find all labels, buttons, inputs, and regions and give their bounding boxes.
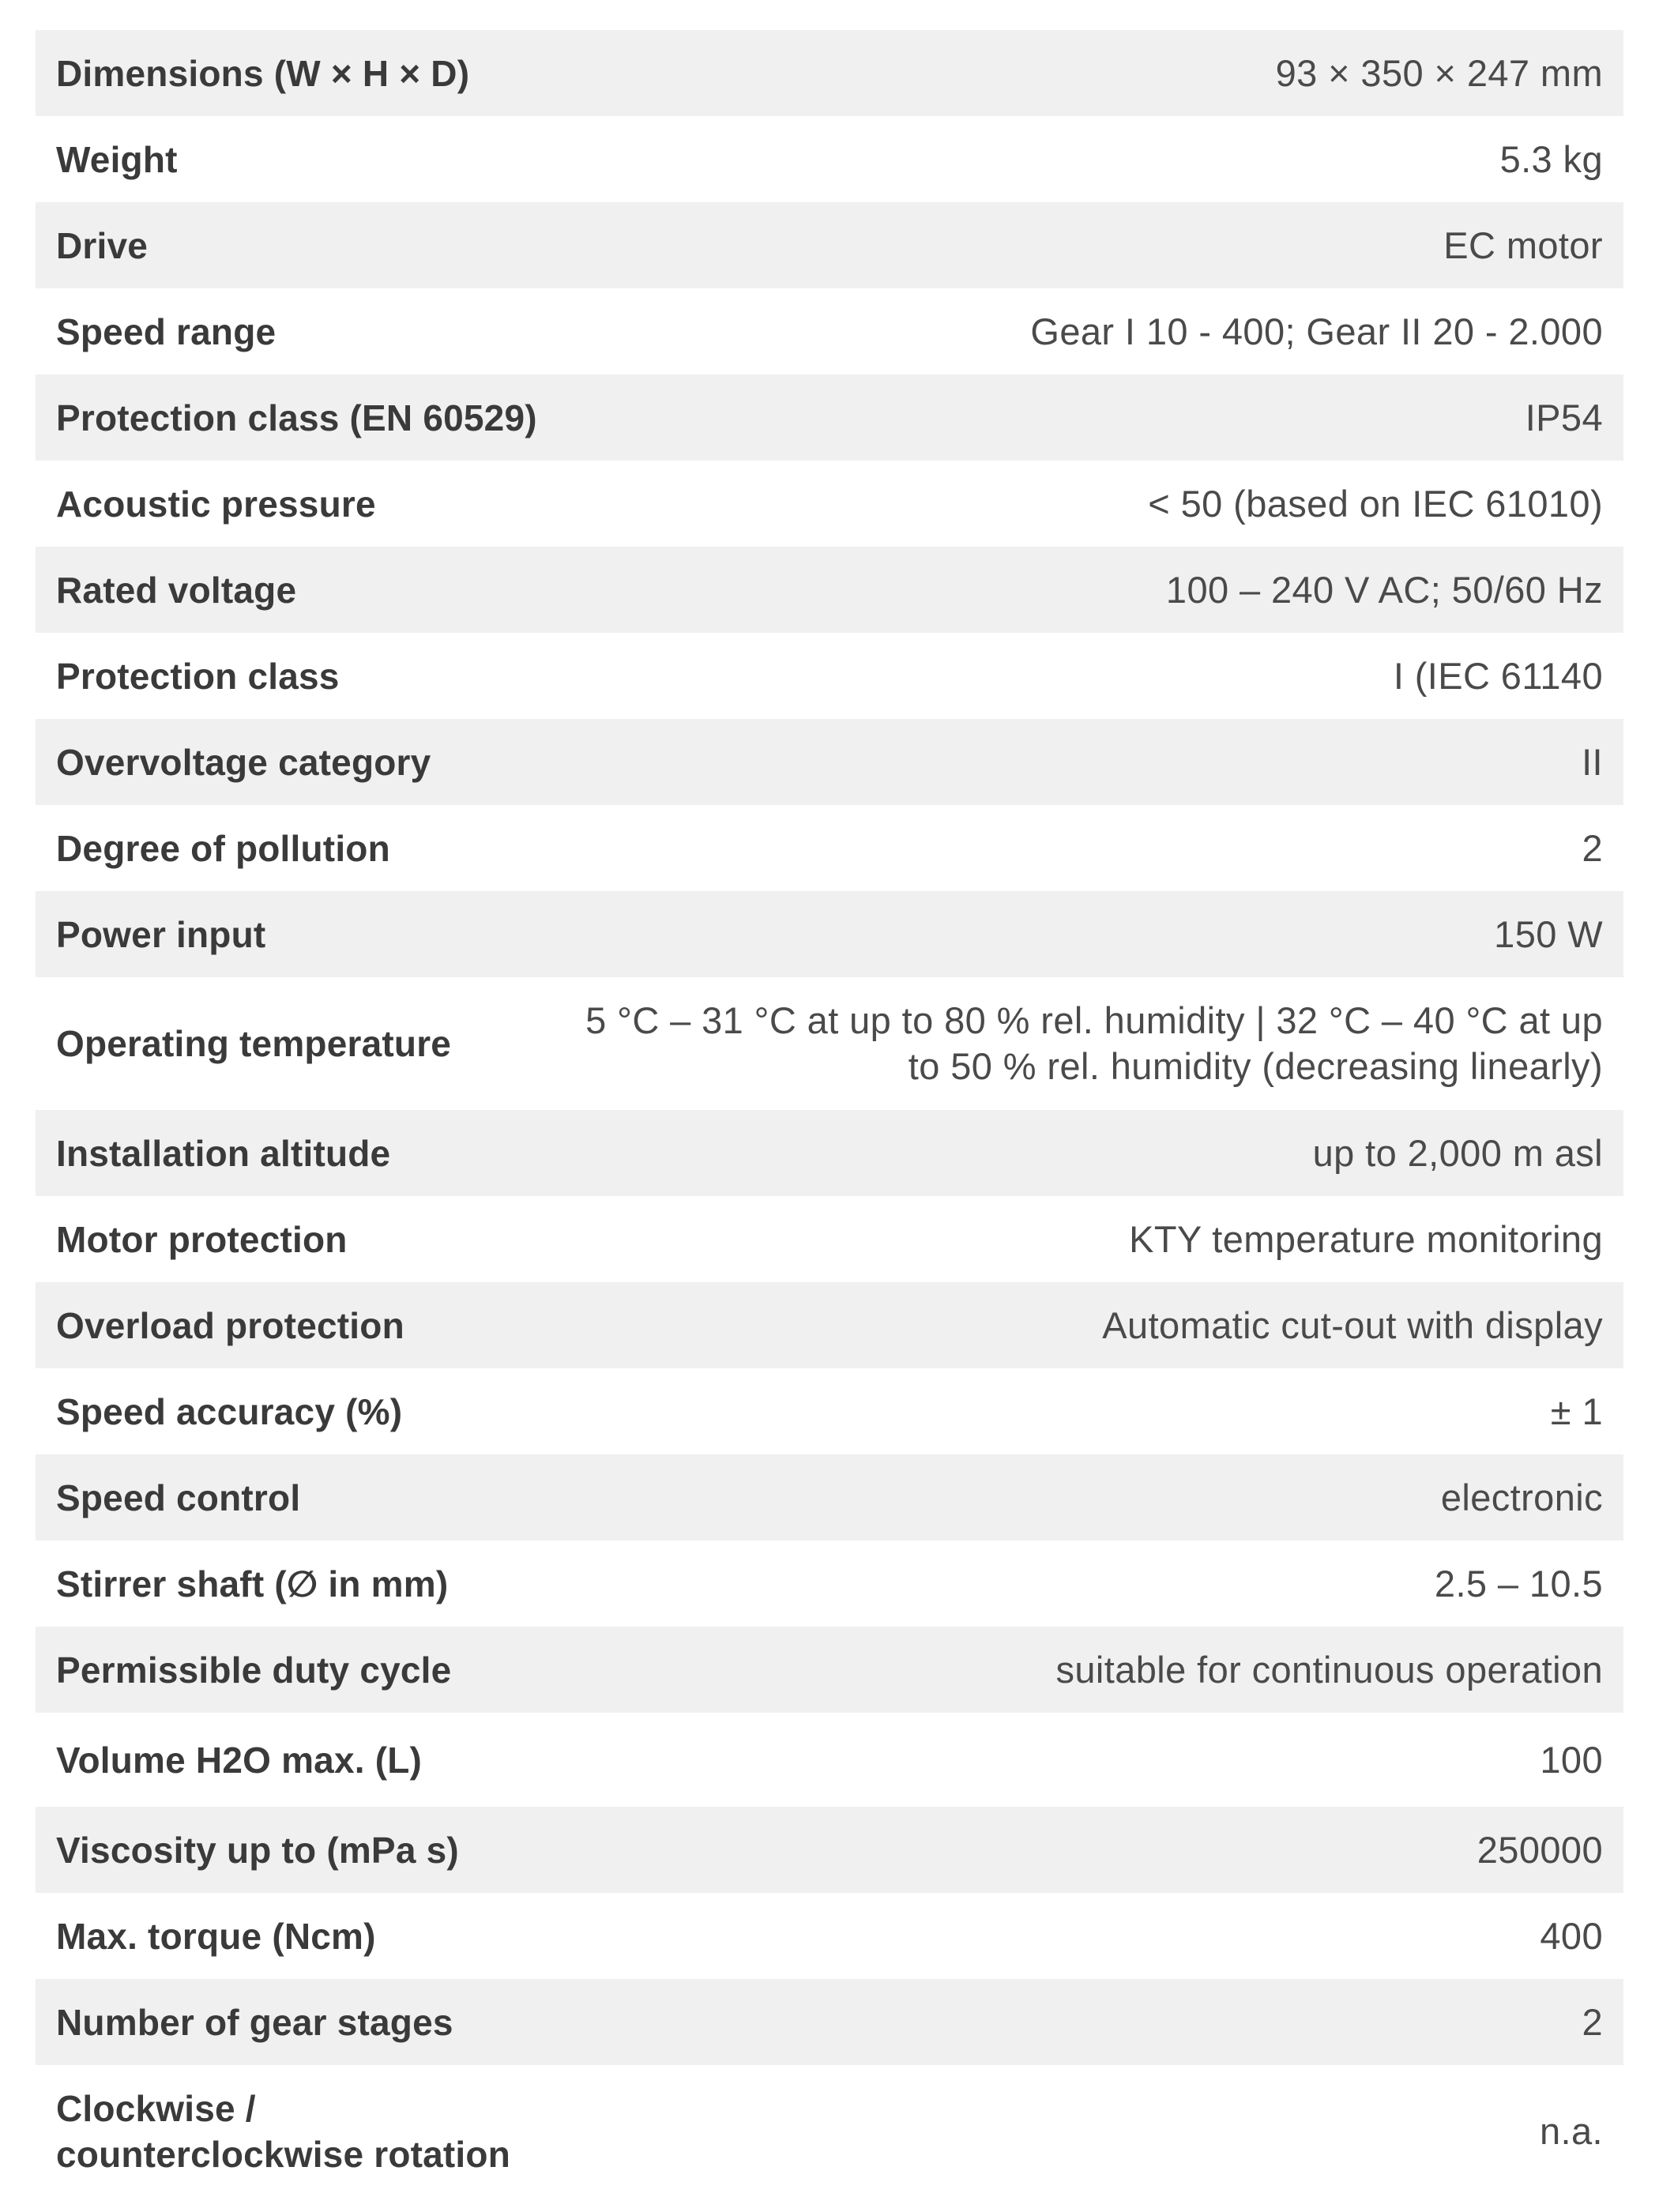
spec-label: Protection class (EN 60529) <box>56 397 537 438</box>
spec-value: < 50 (based on IEC 61010) <box>1148 482 1603 525</box>
spec-value: 93 × 350 × 247 mm <box>1275 51 1603 94</box>
spec-value: I (IEC 61140 <box>1393 654 1603 697</box>
spec-value: Automatic cut-out with display <box>1102 1304 1603 1346</box>
spec-row-overvoltage-category <box>36 719 1623 805</box>
spec-label: Operating temperature <box>56 1023 452 1064</box>
spec-value: KTY temperature monitoring <box>1129 1217 1603 1260</box>
spec-row-operating-temperature <box>36 977 1623 1110</box>
spec-label: Drive <box>56 224 149 266</box>
spec-label: Overvoltage category <box>56 741 431 783</box>
spec-value: electronic <box>1440 1476 1603 1518</box>
spec-row-number-of-gear-stages <box>36 1979 1623 2065</box>
spec-row-drive <box>36 202 1623 288</box>
spec-row-weight <box>36 116 1623 202</box>
spec-value: up to 2,000 m asl <box>1312 1131 1603 1174</box>
spec-row-power-input <box>36 891 1623 977</box>
spec-row-protection-class-en <box>36 374 1623 461</box>
spec-label: Motor protection <box>56 1218 348 1260</box>
spec-value: 250000 <box>1477 1828 1603 1871</box>
spec-row-volume-h2o <box>36 1713 1623 1807</box>
spec-value: 5.3 kg <box>1499 137 1603 180</box>
spec-row-viscosity <box>36 1807 1623 1893</box>
spec-table <box>36 30 1623 2198</box>
spec-label: Acoustic pressure <box>56 483 376 525</box>
spec-value: ± 1 <box>1550 1390 1603 1432</box>
spec-label: Stirrer shaft (∅ in mm) <box>56 1563 449 1604</box>
spec-label: Speed control <box>56 1477 301 1518</box>
spec-label: Protection class <box>56 655 340 697</box>
spec-row-max-torque <box>36 1893 1623 1979</box>
spec-value: 400 <box>1540 1914 1603 1957</box>
spec-value: 100 <box>1540 1738 1603 1781</box>
spec-row-dimensions <box>36 30 1623 116</box>
spec-label: Degree of pollution <box>56 827 390 869</box>
spec-label: Weight <box>56 138 178 180</box>
spec-value: IP54 <box>1525 396 1603 438</box>
spec-row-speed-control <box>36 1454 1623 1540</box>
spec-label: Dimensions (W × H × D) <box>56 52 470 94</box>
spec-label: Viscosity up to (mPa s) <box>56 1829 459 1871</box>
spec-label: Speed accuracy (%) <box>56 1390 403 1432</box>
spec-value: 100 – 240 V AC; 50/60 Hz <box>1165 568 1603 611</box>
spec-row-speed-accuracy <box>36 1368 1623 1454</box>
spec-row-overload-protection <box>36 1282 1623 1368</box>
spec-label: Number of gear stages <box>56 2001 453 2043</box>
spec-row-installation-altitude <box>36 1110 1623 1196</box>
spec-label: Volume H2O max. (L) <box>56 1739 423 1781</box>
spec-label: Power input <box>56 913 266 955</box>
spec-row-rotation <box>36 2065 1623 2198</box>
spec-label: Rated voltage <box>56 569 297 611</box>
spec-row-degree-of-pollution <box>36 805 1623 891</box>
spec-value: suitable for continuous operation <box>1055 1648 1603 1691</box>
spec-row-protection-class <box>36 633 1623 719</box>
spec-value: Gear I 10 - 400; Gear II 20 - 2.000 <box>1030 310 1603 352</box>
spec-label: Permissible duty cycle <box>56 1649 452 1691</box>
spec-value: 2 <box>1582 826 1603 869</box>
spec-label: Overload protection <box>56 1304 404 1346</box>
spec-value: II <box>1582 740 1603 783</box>
spec-value: n.a. <box>1540 2110 1603 2152</box>
spec-label: Max. torque (Ncm) <box>56 1915 376 1957</box>
spec-row-permissible-duty-cycle <box>36 1627 1623 1713</box>
spec-value: 2 <box>1582 2000 1603 2043</box>
spec-label: Clockwise / counterclockwise rotation <box>56 2088 511 2175</box>
spec-label: Installation altitude <box>56 1132 391 1174</box>
spec-value: 150 W <box>1494 912 1603 955</box>
spec-value: 2.5 – 10.5 <box>1434 1562 1603 1604</box>
spec-row-stirrer-shaft <box>36 1540 1623 1627</box>
spec-value: EC motor <box>1443 224 1603 266</box>
spec-row-rated-voltage <box>36 547 1623 633</box>
spec-row-acoustic-pressure <box>36 461 1623 547</box>
spec-label: Speed range <box>56 310 276 352</box>
spec-row-speed-range <box>36 288 1623 374</box>
spec-value: 5 °C – 31 °C at up to 80 % rel. humidity | 32 °C – 40 °C at up to 50 % rel. humidity (decreasing linearly) <box>585 999 1603 1087</box>
spec-row-motor-protection <box>36 1196 1623 1282</box>
